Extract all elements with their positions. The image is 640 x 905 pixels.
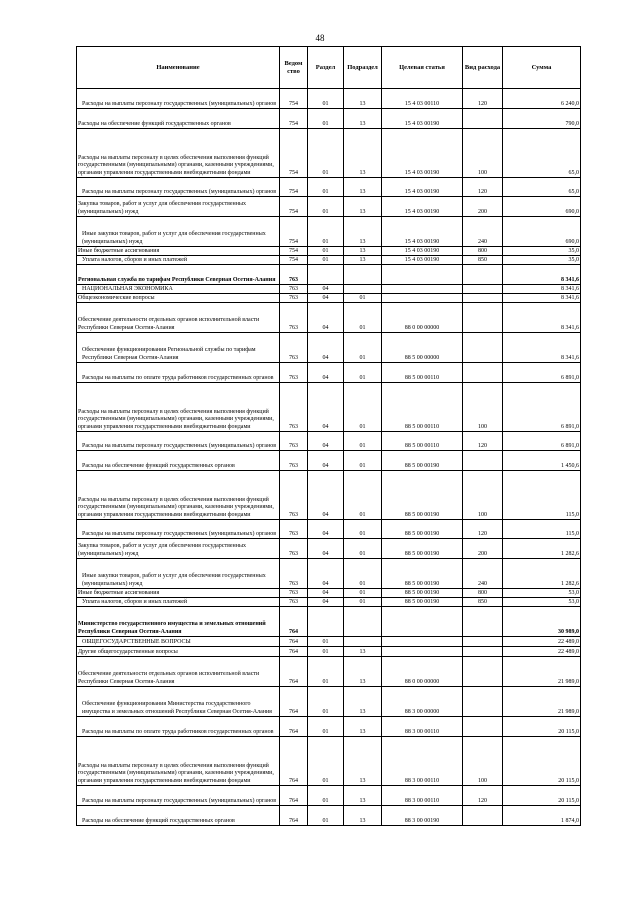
cell-dept: 754 [280, 109, 308, 129]
cell-target: 15 4 03 00190 [382, 109, 463, 129]
cell-dept: 764 [280, 717, 308, 737]
cell-exp-type: 800 [463, 247, 503, 256]
cell-dept: 763 [280, 520, 308, 539]
cell-exp-type: 120 [463, 89, 503, 109]
cell-subsection: 13 [344, 109, 382, 129]
cell-amount: 8 341,6 [503, 265, 581, 285]
cell-exp-type: 850 [463, 598, 503, 607]
cell-subsection: 01 [344, 303, 382, 333]
cell-name: Обеспечение функционирования Региональной службы по тарифам Республики Северная Осетия-Алания [77, 333, 280, 363]
cell-amount: 8 341,6 [503, 303, 581, 333]
cell-amount: 115,0 [503, 471, 581, 520]
cell-target [382, 294, 463, 303]
cell-target: 88 5 00 00190 [382, 520, 463, 539]
cell-section: 01 [308, 256, 344, 265]
cell-amount: 1 282,6 [503, 539, 581, 559]
cell-section: 04 [308, 539, 344, 559]
cell-subsection: 01 [344, 333, 382, 363]
cell-section: 01 [308, 217, 344, 247]
cell-subsection: 01 [344, 363, 382, 383]
cell-subsection: 13 [344, 129, 382, 178]
table-row [77, 265, 581, 285]
cell-target: 15 4 03 00190 [382, 197, 463, 217]
cell-amount: 35,0 [503, 247, 581, 256]
cell-target: 15 4 03 00190 [382, 256, 463, 265]
cell-amount: 65,0 [503, 178, 581, 197]
cell-exp-type: 100 [463, 129, 503, 178]
cell-dept: 764 [280, 737, 308, 786]
cell-dept: 763 [280, 539, 308, 559]
cell-subsection: 01 [344, 471, 382, 520]
table-row [77, 598, 581, 607]
table-row [77, 109, 581, 129]
cell-dept: 763 [280, 303, 308, 333]
cell-section: 04 [308, 432, 344, 451]
cell-dept: 754 [280, 247, 308, 256]
cell-subsection: 13 [344, 217, 382, 247]
table-row [77, 559, 581, 589]
cell-section: 01 [308, 657, 344, 687]
cell-amount: 6 891,0 [503, 363, 581, 383]
cell-target: 88 3 00 00190 [382, 806, 463, 826]
cell-exp-type [463, 647, 503, 657]
cell-subsection [344, 285, 382, 294]
cell-target: 88 5 00 00110 [382, 383, 463, 432]
cell-exp-type: 850 [463, 256, 503, 265]
table-row [77, 333, 581, 363]
cell-target: 88 5 00 00190 [382, 471, 463, 520]
cell-target: 15 4 03 00110 [382, 89, 463, 109]
cell-exp-type [463, 363, 503, 383]
cell-name: Расходы на выплаты персоналу в целях обеспечения выполнения функций государственными (муниципальными) органами, казенными учреждениями, органами управления государственными внебюджетными фондами [77, 129, 280, 178]
cell-dept: 764 [280, 647, 308, 657]
cell-name: Расходы на выплаты персоналу государственных (муниципальных) органов [77, 786, 280, 806]
cell-section: 01 [308, 806, 344, 826]
cell-amount: 22 489,0 [503, 637, 581, 647]
header-exp-type: Вид расхода [463, 47, 503, 89]
cell-amount: 115,0 [503, 520, 581, 539]
cell-dept: 764 [280, 687, 308, 717]
cell-subsection: 01 [344, 432, 382, 451]
cell-subsection: 01 [344, 294, 382, 303]
cell-subsection: 01 [344, 383, 382, 432]
cell-section: 04 [308, 333, 344, 363]
cell-target: 88 5 00 00000 [382, 333, 463, 363]
table-row [77, 383, 581, 432]
cell-amount: 30 989,0 [503, 607, 581, 637]
cell-subsection [344, 607, 382, 637]
table-row [77, 520, 581, 539]
cell-name: Расходы на выплаты персоналу в целях обеспечения выполнения функций государственными (муниципальными) органами, казенными учреждениями, органами управления государственными внебюджетными фондами [77, 383, 280, 432]
cell-exp-type: 240 [463, 559, 503, 589]
cell-section: 04 [308, 285, 344, 294]
cell-dept: 763 [280, 294, 308, 303]
cell-name: Уплата налогов, сборов и иных платежей [77, 598, 280, 607]
cell-name: Расходы на выплаты персоналу в целях обеспечения выполнения функций государственными (муниципальными) органами, казенными учреждениями, органами управления государственными внебюджетными фондами [77, 471, 280, 520]
cell-name: Общеэкономические вопросы [77, 294, 280, 303]
cell-target: 15 4 03 00190 [382, 178, 463, 197]
cell-subsection: 13 [344, 737, 382, 786]
cell-dept: 754 [280, 89, 308, 109]
cell-subsection [344, 265, 382, 285]
cell-dept: 763 [280, 265, 308, 285]
table-row [77, 451, 581, 471]
cell-exp-type: 800 [463, 589, 503, 598]
table-row [77, 589, 581, 598]
cell-exp-type: 200 [463, 539, 503, 559]
cell-exp-type [463, 303, 503, 333]
cell-dept: 763 [280, 432, 308, 451]
cell-section [308, 607, 344, 637]
cell-section: 01 [308, 687, 344, 717]
header-amount: Сумма [503, 47, 581, 89]
cell-amount: 53,0 [503, 589, 581, 598]
cell-exp-type [463, 607, 503, 637]
cell-name: Региональная служба по тарифам Республики Северная Осетия-Алания [77, 265, 280, 285]
cell-dept: 763 [280, 559, 308, 589]
table-row [77, 197, 581, 217]
cell-section: 04 [308, 451, 344, 471]
cell-subsection: 01 [344, 520, 382, 539]
cell-target [382, 607, 463, 637]
cell-exp-type: 100 [463, 737, 503, 786]
table-row [77, 178, 581, 197]
cell-subsection: 13 [344, 806, 382, 826]
table-row [77, 647, 581, 657]
cell-dept: 763 [280, 383, 308, 432]
cell-exp-type [463, 717, 503, 737]
cell-subsection: 13 [344, 786, 382, 806]
cell-subsection: 13 [344, 178, 382, 197]
cell-name: Расходы на выплаты по оплате труда работников государственных органов [77, 717, 280, 737]
table-row [77, 247, 581, 256]
table-row [77, 303, 581, 333]
cell-amount: 6 891,0 [503, 383, 581, 432]
table-row [77, 432, 581, 451]
cell-dept: 763 [280, 589, 308, 598]
cell-subsection: 13 [344, 197, 382, 217]
cell-section: 01 [308, 247, 344, 256]
cell-exp-type [463, 451, 503, 471]
table-row [77, 637, 581, 647]
cell-dept: 763 [280, 333, 308, 363]
budget-table [76, 46, 581, 826]
cell-amount: 1 874,0 [503, 806, 581, 826]
cell-dept: 764 [280, 637, 308, 647]
cell-name: Министерство государственного имущества и земельных отношений Республики Северная Осетия-Алания [77, 607, 280, 637]
cell-name: Расходы на выплаты персоналу государственных (муниципальных) органов [77, 520, 280, 539]
cell-amount: 22 489,0 [503, 647, 581, 657]
cell-section: 01 [308, 197, 344, 217]
cell-name: Закупка товаров, работ и услуг для обеспечения государственных (муниципальных) нужд [77, 539, 280, 559]
cell-subsection: 01 [344, 539, 382, 559]
cell-dept: 763 [280, 285, 308, 294]
cell-dept: 754 [280, 217, 308, 247]
cell-section [308, 265, 344, 285]
cell-amount: 1 450,6 [503, 451, 581, 471]
cell-dept: 763 [280, 363, 308, 383]
cell-section: 04 [308, 520, 344, 539]
cell-section: 01 [308, 109, 344, 129]
cell-target: 15 4 03 00190 [382, 129, 463, 178]
cell-dept: 754 [280, 129, 308, 178]
cell-section: 04 [308, 598, 344, 607]
cell-exp-type: 100 [463, 471, 503, 520]
cell-target: 15 4 03 00190 [382, 217, 463, 247]
cell-target: 88 0 00 00000 [382, 303, 463, 333]
cell-section: 01 [308, 637, 344, 647]
cell-name: Обеспечение деятельности отдельных органов исполнительной власти Республики Северная Осетия-Алания [77, 657, 280, 687]
cell-name: НАЦИОНАЛЬНАЯ ЭКОНОМИКА [77, 285, 280, 294]
cell-section: 04 [308, 471, 344, 520]
cell-name: Расходы на выплаты персоналу государственных (муниципальных) органов [77, 178, 280, 197]
cell-name: Иные закупки товаров, работ и услуг для обеспечения государственных (муниципальных) нужд [77, 559, 280, 589]
cell-section: 04 [308, 303, 344, 333]
cell-target: 88 5 00 00190 [382, 451, 463, 471]
cell-dept: 764 [280, 786, 308, 806]
cell-dept: 763 [280, 471, 308, 520]
cell-exp-type [463, 333, 503, 363]
cell-target: 88 5 00 00190 [382, 559, 463, 589]
cell-subsection: 13 [344, 687, 382, 717]
cell-dept: 764 [280, 607, 308, 637]
cell-amount: 65,0 [503, 129, 581, 178]
table-row [77, 687, 581, 717]
header-target: Целевая статья [382, 47, 463, 89]
cell-target: 88 3 00 00110 [382, 737, 463, 786]
cell-exp-type: 100 [463, 383, 503, 432]
cell-name: Расходы на обеспечение функций государственных органов [77, 109, 280, 129]
cell-exp-type [463, 687, 503, 717]
cell-exp-type [463, 657, 503, 687]
cell-name: Закупка товаров, работ и услуг для обеспечения государственных (муниципальных) нужд [77, 197, 280, 217]
cell-amount: 53,0 [503, 598, 581, 607]
cell-dept: 754 [280, 178, 308, 197]
cell-target: 88 0 00 00000 [382, 657, 463, 687]
cell-amount: 690,0 [503, 197, 581, 217]
header-dept: Ведом ство [280, 47, 308, 89]
cell-section: 01 [308, 647, 344, 657]
table-row [77, 256, 581, 265]
header-subsection: Подраздел [344, 47, 382, 89]
header-section: Раздел [308, 47, 344, 89]
cell-amount: 20 115,0 [503, 786, 581, 806]
cell-subsection [344, 637, 382, 647]
cell-name: Другие общегосударственные вопросы [77, 647, 280, 657]
cell-dept: 764 [280, 806, 308, 826]
cell-target: 88 3 00 00110 [382, 786, 463, 806]
cell-exp-type [463, 109, 503, 129]
cell-name: Обеспечение деятельности отдельных органов исполнительной власти Республики Северная Осетия-Алания [77, 303, 280, 333]
cell-section: 04 [308, 294, 344, 303]
cell-amount: 21 989,0 [503, 687, 581, 717]
table-row [77, 294, 581, 303]
cell-exp-type: 120 [463, 432, 503, 451]
table-row [77, 285, 581, 294]
cell-target [382, 265, 463, 285]
cell-name: Расходы на выплаты по оплате труда работников государственных органов [77, 363, 280, 383]
cell-name: Расходы на обеспечение функций государственных органов [77, 806, 280, 826]
cell-amount: 8 341,6 [503, 294, 581, 303]
cell-subsection: 01 [344, 451, 382, 471]
cell-amount: 6 891,0 [503, 432, 581, 451]
cell-target: 88 3 00 00110 [382, 717, 463, 737]
cell-section: 04 [308, 363, 344, 383]
table-row [77, 363, 581, 383]
cell-subsection: 01 [344, 589, 382, 598]
cell-name: Расходы на выплаты персоналу государственных (муниципальных) органов [77, 432, 280, 451]
table-row [77, 806, 581, 826]
cell-dept: 763 [280, 598, 308, 607]
header-name: Наименование [77, 47, 280, 89]
cell-exp-type [463, 285, 503, 294]
cell-section: 01 [308, 129, 344, 178]
cell-subsection: 13 [344, 717, 382, 737]
page-number: 48 [315, 33, 325, 43]
cell-exp-type: 120 [463, 520, 503, 539]
cell-target: 88 3 00 00000 [382, 687, 463, 717]
cell-amount: 20 115,0 [503, 717, 581, 737]
cell-amount: 8 341,6 [503, 333, 581, 363]
cell-name: Уплата налогов, сборов и иных платежей [77, 256, 280, 265]
cell-target [382, 285, 463, 294]
cell-dept: 764 [280, 657, 308, 687]
cell-name: Расходы на выплаты персоналу в целях обеспечения выполнения функций государственными (муниципальными) органами, казенными учреждениями, органами управления государственными внебюджетными фондами [77, 737, 280, 786]
table-row [77, 129, 581, 178]
cell-amount: 6 240,0 [503, 89, 581, 109]
cell-subsection: 13 [344, 256, 382, 265]
cell-target: 88 5 00 00190 [382, 539, 463, 559]
cell-target [382, 647, 463, 657]
cell-amount: 8 341,6 [503, 285, 581, 294]
cell-target: 15 4 03 00190 [382, 247, 463, 256]
cell-name: Иные закупки товаров, работ и услуг для обеспечения государственных (муниципальных) нужд [77, 217, 280, 247]
cell-subsection: 01 [344, 559, 382, 589]
cell-dept: 754 [280, 256, 308, 265]
cell-subsection: 13 [344, 647, 382, 657]
cell-section: 01 [308, 89, 344, 109]
table-row [77, 471, 581, 520]
cell-amount: 1 282,6 [503, 559, 581, 589]
cell-name: Расходы на обеспечение функций государственных органов [77, 451, 280, 471]
cell-name: ОБЩЕГОСУДАРСТВЕННЫЕ ВОПРОСЫ [77, 637, 280, 647]
cell-amount: 790,0 [503, 109, 581, 129]
table-row [77, 786, 581, 806]
cell-amount: 21 989,0 [503, 657, 581, 687]
cell-section: 01 [308, 178, 344, 197]
cell-section: 01 [308, 717, 344, 737]
cell-exp-type [463, 806, 503, 826]
cell-target: 88 5 00 00110 [382, 432, 463, 451]
cell-name: Расходы на выплаты персоналу государственных (муниципальных) органов [77, 89, 280, 109]
table-row [77, 717, 581, 737]
cell-amount: 35,0 [503, 256, 581, 265]
table-row [77, 657, 581, 687]
cell-dept: 763 [280, 451, 308, 471]
table-row [77, 89, 581, 109]
table-row [77, 607, 581, 637]
table-header-row [77, 47, 581, 89]
table-row [77, 539, 581, 559]
cell-target: 88 5 00 00110 [382, 363, 463, 383]
cell-exp-type: 120 [463, 786, 503, 806]
cell-name: Иные бюджетные ассигнования [77, 247, 280, 256]
cell-section: 04 [308, 559, 344, 589]
cell-amount: 20 115,0 [503, 737, 581, 786]
cell-target: 88 5 00 00190 [382, 589, 463, 598]
cell-dept: 754 [280, 197, 308, 217]
cell-section: 04 [308, 589, 344, 598]
cell-exp-type [463, 265, 503, 285]
cell-section: 01 [308, 786, 344, 806]
cell-subsection: 13 [344, 657, 382, 687]
cell-subsection: 13 [344, 89, 382, 109]
cell-exp-type: 200 [463, 197, 503, 217]
cell-subsection: 13 [344, 247, 382, 256]
cell-name: Обеспечение функционирования Министерства государственного имущества и земельных отношений Республики Северная Осетия-Алания [77, 687, 280, 717]
cell-target [382, 637, 463, 647]
cell-exp-type [463, 637, 503, 647]
cell-exp-type: 120 [463, 178, 503, 197]
cell-exp-type [463, 294, 503, 303]
cell-target: 88 5 00 00190 [382, 598, 463, 607]
cell-section: 01 [308, 737, 344, 786]
table-row [77, 737, 581, 786]
cell-exp-type: 240 [463, 217, 503, 247]
cell-name: Иные бюджетные ассигнования [77, 589, 280, 598]
cell-amount: 690,0 [503, 217, 581, 247]
table-row [77, 217, 581, 247]
cell-subsection: 01 [344, 598, 382, 607]
cell-section: 04 [308, 383, 344, 432]
